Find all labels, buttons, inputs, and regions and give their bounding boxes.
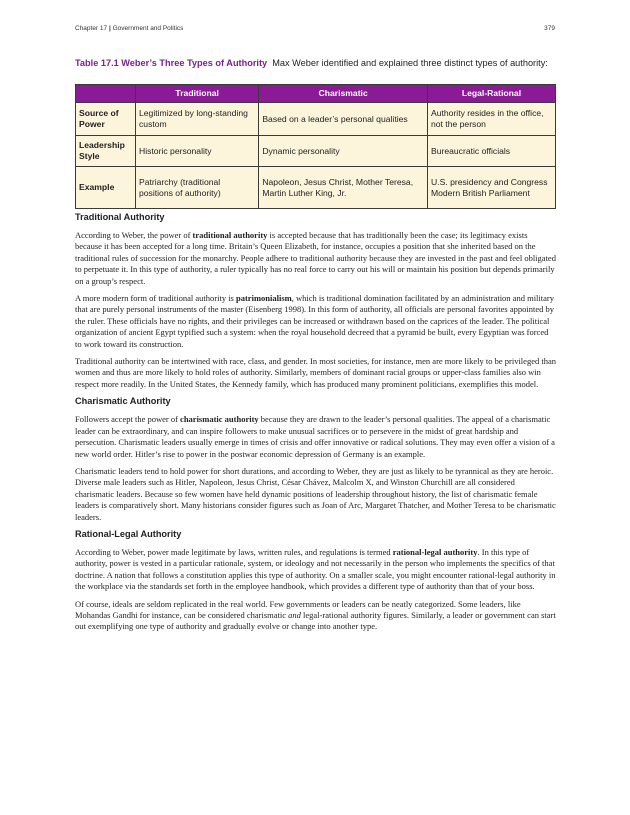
table-row <box>76 103 556 136</box>
paragraph: According to Weber, power made legitimate by laws, written rules, and regulations is termed rational-legal authority. In this type of authority, power is vested in a particular rationale, system, or ideology and not necessarily in the person who implements the specifics of that doctrine. A nation that follows a constitution applies this type of authority. On a smaller scale, you might encounter rational-legal authority in the workplace via the standards set forth in the employee handbook, which provides a different type of authority than that of your boss. <box>75 546 556 592</box>
section-heading: Charismatic Authority <box>75 396 171 407</box>
page-number: 379 <box>544 25 555 32</box>
paragraph: A more modern form of traditional authority is patrimonialism, which is traditional domination facilitated by an administration and military that are purely personal instruments of the master (Eisenberg 1998). In this form of authority, all officials are personal favorites appointed by the ruler. These officials have no rights, and their privileges can be increased or withdrawn based on the caprices of the leader. The political organization of ancient Egypt typified such a system: when the royal household decreed that a pyramid be built, every Egyptian was forced to work toward its construction. <box>75 293 555 349</box>
table-header-charismatic: Charismatic <box>259 85 428 103</box>
paragraph: Traditional authority can be intertwined with race, class, and gender. In most societies, for instance, men are more likely to be privileged than women and thus are more likely to hold roles of authority. Similarly, members of dominant racial groups or upper-class families also win respect more readily. In the United States, the Kennedy family, which has produced many prominent politicians, exemplifies this model. <box>75 356 556 389</box>
row-label: Leadership Style <box>76 136 136 167</box>
table-header-row <box>76 85 556 103</box>
paragraph: Followers accept the power of charismatic authority because they are drawn to the leader’s personal qualities. The appeal of a charismatic leader can be extraordinary, and can inspire followers to make unusual sacrifices or to persevere in the midst of great hardship and persecution. Charismatic leaders usually emerge in times of crisis and offer innovative or radical solutions. They may even offer a vision of a new world order. Hitler’s rise to power in the postwar economic depression of Germany is an example. <box>75 414 555 459</box>
table-caption-text: Max Weber identified and explained three distinct types of authority: <box>272 58 548 68</box>
running-header <box>75 25 555 37</box>
table-cell: Dynamic personality <box>259 136 428 167</box>
table-row <box>76 167 556 209</box>
table-header-traditional: Traditional <box>136 85 259 103</box>
table-caption <box>75 58 550 69</box>
body-content <box>75 212 556 639</box>
header-chapter: Chapter 17 | Government and Politics <box>75 25 184 32</box>
section-heading: Rational-Legal Authority <box>75 528 182 539</box>
row-label: Example <box>76 167 136 209</box>
table-row <box>76 136 556 167</box>
table-cell: U.S. presidency and Congress Modern British Parliament <box>427 167 555 209</box>
table-cell: Legitimized by long-standing custom <box>136 103 259 136</box>
table-header-corner <box>76 85 136 103</box>
paragraph: Of course, ideals are seldom replicated in the real world. Few governments or leaders can be neatly categorized. Some leaders, like Mohandas Gandhi for instance, can be considered charismatic and legal-rational authority figures. Similarly, a leader or government can start out exemplifying one type of authority and gradually evolve or change into another type. <box>75 598 556 632</box>
table-caption-label: Table 17.1 Weber’s Three Types of Authority <box>75 58 268 68</box>
section-rational-legal <box>75 529 556 633</box>
table-cell: Authority resides in the office, not the person <box>427 103 555 136</box>
paragraph: According to Weber, the power of traditional authority is accepted because that has traditionally been the case; its legitimacy exists because it has been accepted for a long time. Britain’s Queen Elizabeth, for instance, occupies a position that she inherited based on the traditional rules of succession for the monarchy. People adhere to traditional authority because they are invested in the past and feel obligated to perpetuate it. In this type of authority, a ruler typically has no real force to carry out his will or maintain his position but depends primarily on a group’s respect. <box>75 230 556 286</box>
section-heading: Traditional Authority <box>75 212 165 222</box>
table-cell: Patriarchy (traditional positions of authority) <box>136 167 259 209</box>
table-cell: Napoleon, Jesus Christ, Mother Teresa, Martin Luther King, Jr. <box>259 167 428 209</box>
section-traditional <box>75 212 556 390</box>
paragraph: Charismatic leaders tend to hold power for short durations, and according to Weber, they are just as likely to be tyrannical as they are heroic. Diverse male leaders such as Hitler, Napoleon, Jesus Christ, César Chávez, Malcolm X, and Winston Churchill are all considered charismatic leaders. Because so few women have held dynamic positions of leadership throughout history, the list of charismatic female leaders is comparatively short. Many historians consider figures such as Joan of Arc, Margaret Thatcher, and Mother Teresa to be charismatic leaders. <box>75 465 556 522</box>
table-cell: Bureaucratic officials <box>427 136 555 167</box>
section-charismatic <box>75 396 556 523</box>
row-label: Source of Power <box>76 103 136 136</box>
table-cell: Historic personality <box>136 136 259 167</box>
table-header-legal-rational: Legal-Rational <box>427 85 555 103</box>
authority-table <box>75 84 556 209</box>
table-cell: Based on a leader’s personal qualities <box>259 103 428 136</box>
